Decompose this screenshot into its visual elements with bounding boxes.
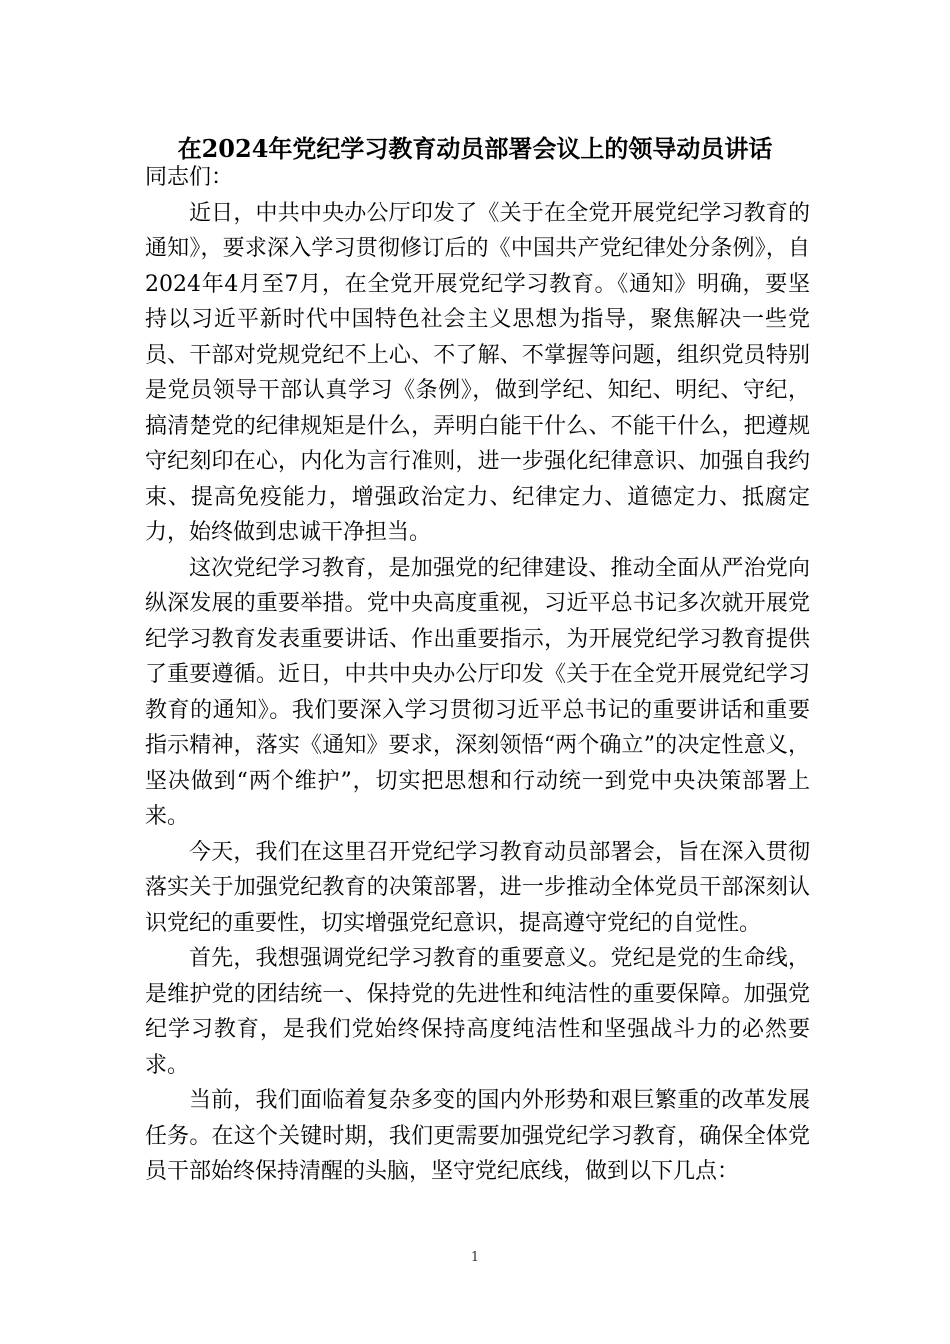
document-body — [145, 160, 810, 1190]
document-title: 在2024年党纪学习教育动员部署会议上的领导动员讲话 — [177, 134, 773, 163]
paragraph-5: 当前，我们面临着复杂多变的国内外形势和艰巨繁重的改革发展任务。在这个关键时期，我们更需要加强党纪学习教育，确保全体党员干部始终保持清醒的头脑，坚守党纪底线，做到以下几点： — [145, 1088, 810, 1184]
paragraph-3: 今天，我们在这里召开党纪学习教育动员部署会，旨在深入贯彻落实关于加强党纪教育的决策部署，进一步推动全体党员干部深刻认识党纪的重要性，切实增强党纪意识，提高遵守党纪的自觉性。 — [145, 839, 810, 936]
salutation: 同志们： — [145, 165, 234, 190]
paragraph-4: 首先，我想强调党纪学习教育的重要意义。党纪是党的生命线，是维护党的团结统一、保持党的先进性和纯洁性的重要保障。加强党纪学习教育，是我们党始终保持高度纯洁性和坚强战斗力的必然要求。 — [145, 946, 810, 1078]
paragraph-2: 这次党纪学习教育，是加强党的纪律建设、推动全面从严治党向纵深发展的重要举措。党中央高度重视，习近平总书记多次就开展党纪学习教育发表重要讲话、作出重要指示，为开展党纪学习教育提供了重要遵循。近日，中共中央办公厅印发《关于在全党开展党纪学习教育的通知》。我们要深入学习贯彻习近平总书记的重要讲话和重要指示精神，落实《通知》要求，深刻领悟“两个确立”的决定性意义，坚决做到“两个维护”，切实把思想和行动统一到党中央决策部署上来。 — [145, 555, 810, 829]
paragraph-1: 近日，中共中央办公厅印发了《关于在全党开展党纪学习教育的通知》，要求深入学习贯彻修订后的《中国共产党纪律处分条例》，自2024年4月至7月，在全党开展党纪学习教育。《通知》明确，要坚持以习近平新时代中国特色社会主义思想为指导，聚焦解决一些党员、干部对党规党纪不上心、不了解、不掌握等问题，组织党员特别是党员领导干部认真学习《条例》，做到学纪、知纪、明纪、守纪，搞清楚党的纪律规矩是什么，弄明白能干什么、不能干什么，把遵规守纪刻印在心，内化为言行准则，进一步强化纪律意识、加强自我约束、提高免疫能力，增强政治定力、纪律定力、道德定力、抵腐定力，始终做到忠诚干净担当。 — [145, 200, 810, 545]
page-number: 1 — [470, 1250, 480, 1265]
